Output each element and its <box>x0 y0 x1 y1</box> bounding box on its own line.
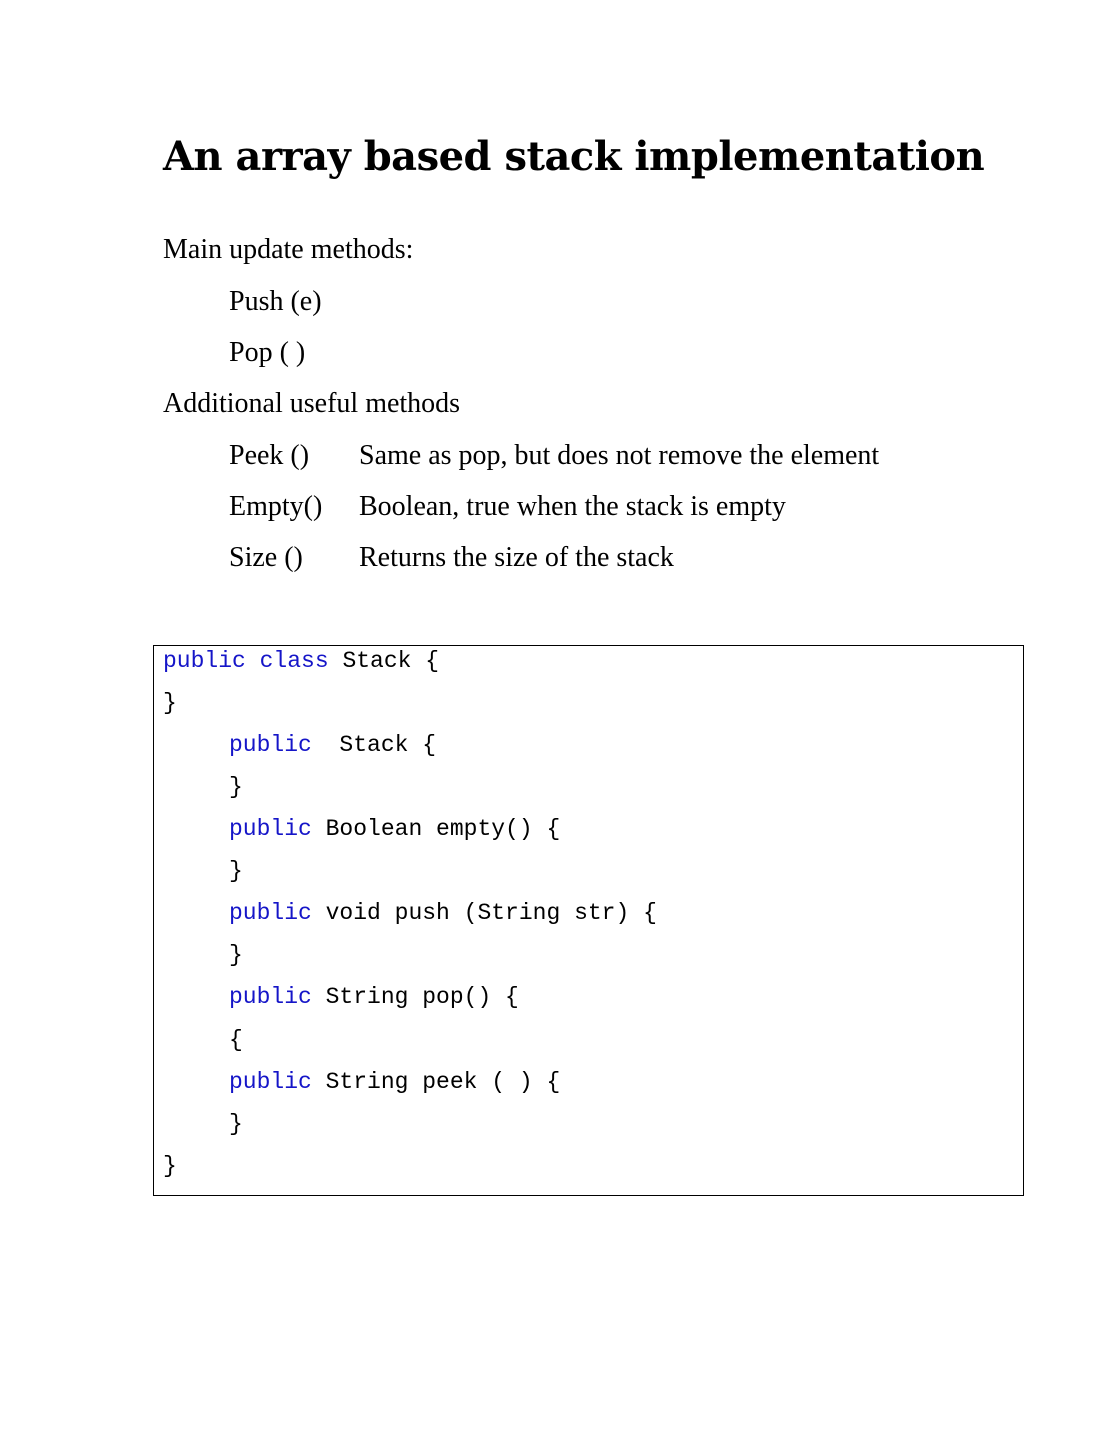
page-title: An array based stack implementation <box>163 133 985 180</box>
code-text: Boolean empty() { <box>311 816 561 842</box>
code-keyword: public <box>229 732 312 758</box>
code-text: } <box>229 942 243 968</box>
code-line-6 <box>229 857 243 885</box>
code-text: } <box>229 858 243 884</box>
method-empty-name: Empty() <box>229 491 323 522</box>
code-text: } <box>229 774 243 800</box>
code-text: void push (String str) { <box>311 900 657 926</box>
code-text: { <box>229 1027 243 1053</box>
code-line-5 <box>229 815 560 843</box>
method-push: Push (e) <box>229 286 322 317</box>
code-keyword: public <box>229 900 312 926</box>
code-line-3 <box>229 731 436 759</box>
code-line-8 <box>229 941 243 969</box>
code-text: Stack { <box>328 648 440 674</box>
code-line-12 <box>229 1110 243 1138</box>
code-keyword: public <box>229 1069 312 1095</box>
code-line-9 <box>229 983 519 1011</box>
method-pop: Pop ( ) <box>229 337 306 368</box>
code-text: } <box>229 1111 243 1137</box>
code-keyword: public class <box>163 648 329 674</box>
method-peek-name: Peek () <box>229 440 310 471</box>
code-line-10 <box>229 1026 243 1054</box>
code-keyword: public <box>229 984 312 1010</box>
code-line-13 <box>163 1152 177 1180</box>
code-text: Stack { <box>311 732 437 758</box>
additional-methods-heading: Additional useful methods <box>163 388 461 419</box>
code-text: } <box>163 1153 177 1179</box>
code-keyword: public <box>229 816 312 842</box>
code-line-1 <box>163 647 439 675</box>
code-text: String peek ( ) { <box>311 1069 561 1095</box>
code-line-7 <box>229 899 657 927</box>
code-line-11 <box>229 1068 560 1096</box>
method-size-description: Returns the size of the stack <box>359 542 674 573</box>
method-size-name: Size () <box>229 542 303 573</box>
main-methods-heading: Main update methods: <box>163 234 414 265</box>
method-peek-description: Same as pop, but does not remove the element <box>359 440 880 471</box>
code-text: String pop() { <box>311 984 519 1010</box>
code-text: } <box>163 690 177 716</box>
code-line-2 <box>163 689 177 717</box>
method-empty-description: Boolean, true when the stack is empty <box>359 491 786 522</box>
code-line-4 <box>229 773 243 801</box>
